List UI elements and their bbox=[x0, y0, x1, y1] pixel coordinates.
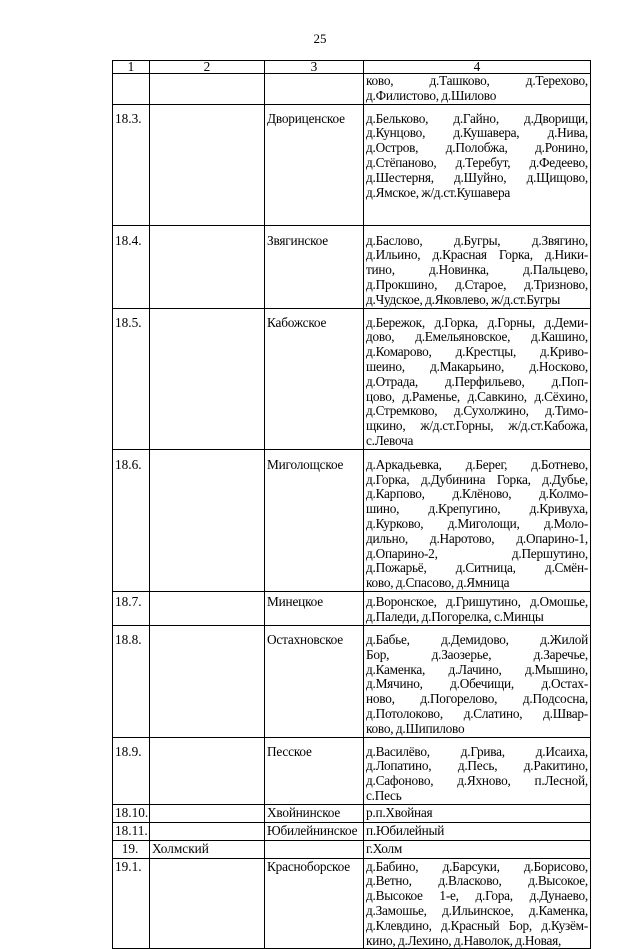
district-cell: Холмский bbox=[150, 840, 265, 858]
settlement-cell: Песское bbox=[265, 737, 364, 804]
villages-line: д.Бабино, д.Барсуки, д.Борисово, bbox=[366, 858, 588, 874]
villages-line: ново, д.Погорелово, д.Подсосна, bbox=[366, 691, 588, 707]
settlement-cell: Миголощское bbox=[265, 449, 364, 591]
row-number-cell: 18.3. bbox=[113, 104, 150, 225]
page-number: 25 bbox=[313, 31, 327, 46]
column-header-2: 2 bbox=[150, 61, 265, 74]
villages-cell bbox=[364, 225, 591, 308]
villages-line: д.Чудское, д.Яковлево, ж/д.ст.Бугры bbox=[366, 291, 561, 307]
settlement-cell: Красноборское bbox=[265, 858, 364, 949]
settlement-cell: Двориценское bbox=[265, 104, 364, 225]
villages-line: д.Прокшино, д.Старое, д.Тризново, bbox=[366, 276, 588, 292]
column-header-4: 4 bbox=[364, 61, 591, 74]
villages-line: ково, д.Шипилово bbox=[366, 720, 465, 736]
row-number-cell: 18.5. bbox=[113, 308, 150, 449]
table-row bbox=[113, 74, 591, 105]
district-cell bbox=[150, 449, 265, 591]
villages-line: д.Отрада, д.Перфильево, д.Поп- bbox=[366, 373, 588, 389]
villages-line: д.Лопатино, д.Песь, д.Ракитино, bbox=[366, 758, 588, 774]
settlement-cell: Остахновское bbox=[265, 625, 364, 737]
row-number-cell: 19. bbox=[113, 840, 150, 858]
villages-cell bbox=[364, 822, 591, 840]
row-number-cell: 18.6. bbox=[113, 449, 150, 591]
column-header-3: 3 bbox=[265, 61, 364, 74]
villages-line: тино, д.Новинка, д.Пальцево, bbox=[366, 262, 588, 278]
villages-line: шеино, д.Макарьино, д.Носково, bbox=[366, 358, 588, 374]
settlement-cell: Хвойнинское bbox=[265, 804, 364, 822]
villages-line: д.Кунцово, д.Кушавера, д.Нива, bbox=[366, 125, 588, 141]
settlement-cell: Юбилейнинское bbox=[265, 822, 364, 840]
villages-line: д.Замошье, д.Ильинское, д.Каменка, bbox=[366, 903, 588, 919]
column-header-row bbox=[113, 61, 591, 74]
villages-line: щкино, ж/д.ст.Горны, ж/д.ст.Кабожа, bbox=[366, 418, 588, 434]
villages-line: д.Мячино, д.Обечищи, д.Остах- bbox=[366, 676, 588, 692]
villages-line: д.Сафоново, д.Яхново, п.Лесной, bbox=[366, 773, 588, 789]
villages-cell bbox=[364, 74, 591, 105]
settlement-cell: Минецкое bbox=[265, 591, 364, 625]
villages-cell bbox=[364, 737, 591, 804]
table-row bbox=[113, 225, 591, 308]
villages-line: д.Горка, д.Дубинина Горка, д.Дубье, bbox=[366, 471, 588, 487]
table-row bbox=[113, 449, 591, 591]
villages-line: д.Бережок, д.Горка, д.Горны, д.Деми- bbox=[366, 314, 588, 330]
villages-cell bbox=[364, 858, 591, 949]
villages-line: д.Аркадьевка, д.Берег, д.Ботнево, bbox=[366, 456, 588, 472]
villages-line: д.Опарино-2, д.Першутино, bbox=[366, 545, 588, 561]
villages-line: д.Карпово, д.Клёново, д.Колмо- bbox=[366, 486, 588, 502]
villages-line: д.Бельково, д.Гайно, д.Дворищи, bbox=[366, 110, 588, 126]
villages-cell bbox=[364, 104, 591, 225]
table-row bbox=[113, 840, 591, 858]
villages-line: д.Василёво, д.Грива, д.Исаиха, bbox=[366, 743, 588, 759]
villages-line: д.Стремково, д.Сухолжино, д.Тимо- bbox=[366, 403, 588, 419]
row-number-cell bbox=[113, 74, 150, 105]
table-row bbox=[113, 104, 591, 225]
villages-line: д.Клевдино, д.Красный Бор, д.Кузём- bbox=[366, 917, 588, 933]
villages-line: с.Левоча bbox=[366, 432, 414, 448]
villages-line: д.Ильино, д.Красная Горка, д.Ники- bbox=[366, 247, 588, 263]
villages-line: кино, д.Лехино, д.Наволок, д.Новая, bbox=[366, 932, 562, 948]
settlement-cell bbox=[265, 840, 364, 858]
villages-line: д.Ямское, ж/д.ст.Кушавера bbox=[366, 184, 510, 200]
villages-line: д.Курково, д.Миголощи, д.Моло- bbox=[366, 515, 588, 531]
table-row bbox=[113, 737, 591, 804]
district-cell bbox=[150, 822, 265, 840]
table-row bbox=[113, 858, 591, 949]
table-row bbox=[113, 625, 591, 737]
district-cell bbox=[150, 737, 265, 804]
villages-line: Бор, д.Заозерье, д.Заречье, bbox=[366, 646, 588, 662]
row-number-cell: 18.7. bbox=[113, 591, 150, 625]
villages-cell bbox=[364, 591, 591, 625]
villages-line: д.Потолоково, д.Слатино, д.Швар- bbox=[366, 705, 588, 721]
villages-line: д.Остров, д.Полобжа, д.Ронино, bbox=[366, 140, 588, 156]
table-row bbox=[113, 591, 591, 625]
row-number-cell: 19.1. bbox=[113, 858, 150, 949]
villages-line: г.Холм bbox=[366, 840, 403, 856]
villages-line: д.Воронское, д.Гришутино, д.Омошье, bbox=[366, 593, 588, 609]
villages-cell bbox=[364, 625, 591, 737]
villages-line: д.Пожарьё, д.Ситница, д.Смён- bbox=[366, 560, 588, 576]
villages-line: д.Ветно, д.Власково, д.Высокое, bbox=[366, 873, 588, 889]
villages-line: д.Бабье, д.Демидово, д.Жилой bbox=[366, 631, 588, 647]
district-cell bbox=[150, 804, 265, 822]
villages-line: д.Каменка, д.Лачино, д.Мышино, bbox=[366, 661, 588, 677]
table-row bbox=[113, 308, 591, 449]
row-number-cell: 18.10. bbox=[113, 804, 150, 822]
district-cell bbox=[150, 104, 265, 225]
settlement-cell: Кабожское bbox=[265, 308, 364, 449]
villages-line: цово, д.Раменье, д.Савкино, д.Сёхино, bbox=[366, 388, 588, 404]
villages-line: с.Песь bbox=[366, 787, 402, 803]
district-cell bbox=[150, 625, 265, 737]
villages-line: дильно, д.Наротово, д.Опарино-1, bbox=[366, 530, 588, 546]
column-header-1: 1 bbox=[113, 61, 150, 74]
district-cell bbox=[150, 858, 265, 949]
table-row bbox=[113, 822, 591, 840]
villages-line: д.Высокое 1-е, д.Гора, д.Дунаево, bbox=[366, 888, 588, 904]
villages-line: дово, д.Емельяновское, д.Кашино, bbox=[366, 329, 588, 345]
villages-line: д.Шестерня, д.Шуйно, д.Щищово, bbox=[366, 169, 588, 185]
settlement-cell bbox=[265, 74, 364, 105]
row-number-cell: 18.11. bbox=[113, 822, 150, 840]
villages-line: д.Баслово, д.Бугры, д.Звягино, bbox=[366, 232, 588, 248]
villages-cell bbox=[364, 308, 591, 449]
settlement-cell: Звягинское bbox=[265, 225, 364, 308]
district-cell bbox=[150, 308, 265, 449]
row-number-cell: 18.9. bbox=[113, 737, 150, 804]
district-cell bbox=[150, 74, 265, 105]
row-number-cell: 18.8. bbox=[113, 625, 150, 737]
villages-line: ково, д.Ташково, д.Терехово, bbox=[366, 73, 588, 88]
villages-cell bbox=[364, 449, 591, 591]
villages-line: д.Комарово, д.Крестцы, д.Криво- bbox=[366, 344, 588, 360]
villages-line: шино, д.Крепугино, д.Кривуха, bbox=[366, 501, 588, 517]
villages-cell bbox=[364, 804, 591, 822]
settlements-table bbox=[112, 60, 591, 949]
row-number-cell: 18.4. bbox=[113, 225, 150, 308]
villages-line: ково, д.Спасово, д.Ямница bbox=[366, 575, 510, 591]
district-cell bbox=[150, 225, 265, 308]
villages-line: п.Юбилейный bbox=[366, 822, 445, 838]
villages-line: д.Стёпаново, д.Теребут, д.Федеево, bbox=[366, 154, 588, 170]
villages-line: р.п.Хвойная bbox=[366, 804, 433, 820]
villages-line: д.Филистово, д.Шилово bbox=[366, 87, 497, 103]
table-row bbox=[113, 804, 591, 822]
district-cell bbox=[150, 591, 265, 625]
villages-line: д.Паледи, д.Погорелка, с.Минцы bbox=[366, 608, 544, 624]
villages-cell bbox=[364, 840, 591, 858]
